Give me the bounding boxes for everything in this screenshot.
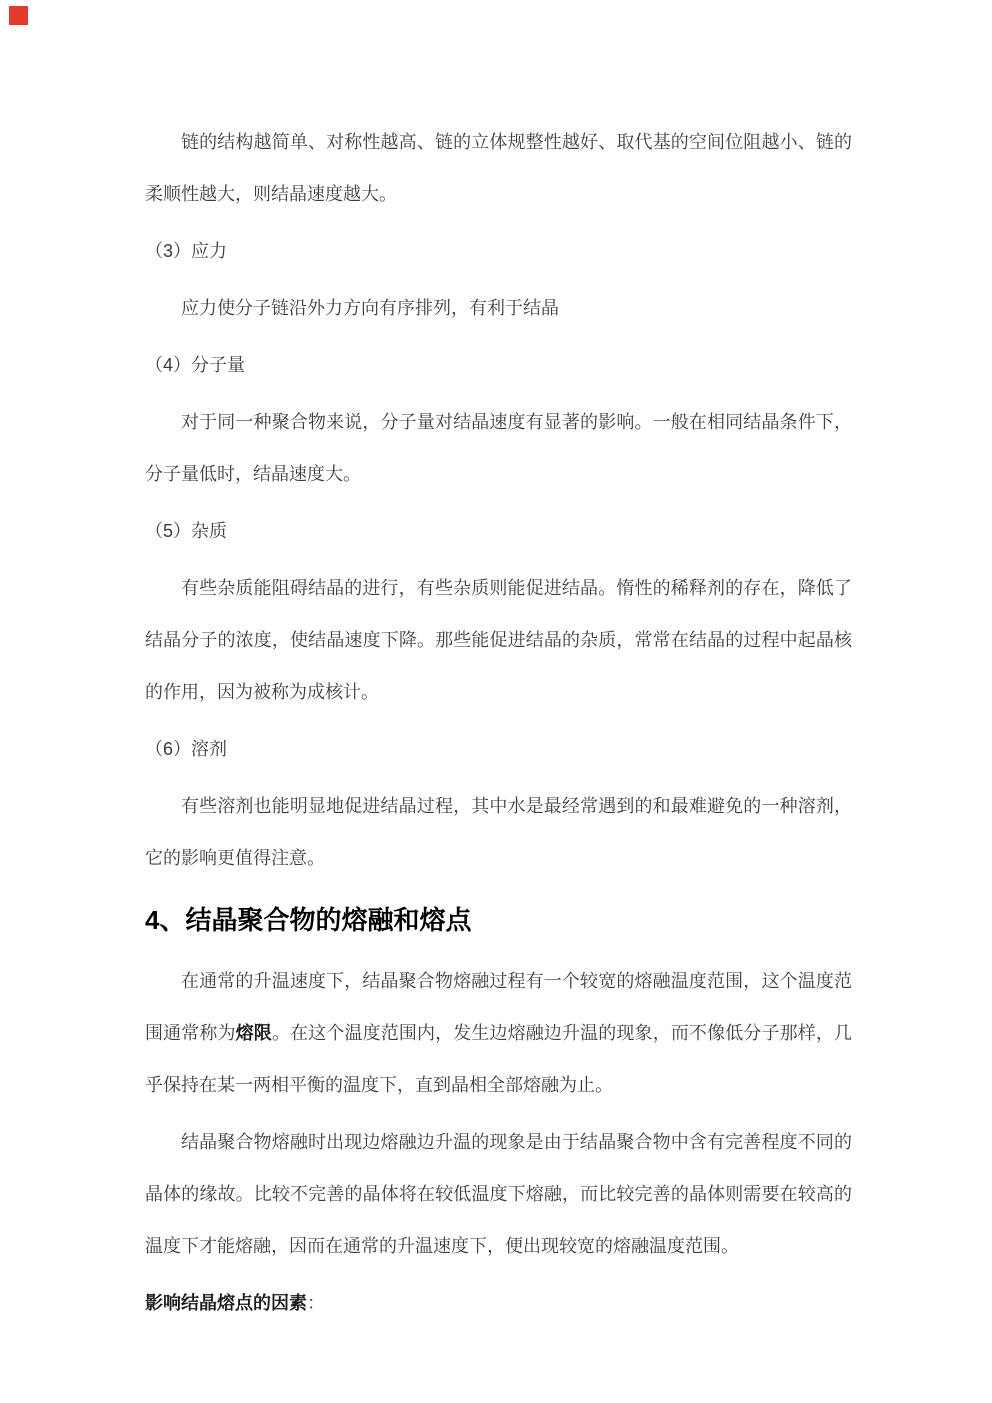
subheading-6-solvent: （6）溶剂 bbox=[145, 739, 228, 759]
bold-term-rongxian: 熔限 bbox=[235, 1023, 272, 1043]
subheading-5-impurities: （5）杂质 bbox=[145, 521, 228, 541]
text-segment-after-rongxian: 。在这个温度范围内，发生边熔融边升温的现象，而不像低分子那样，几乎保持在某一两相平衡的温度下，直到晶相全部熔融为止。 bbox=[145, 1023, 853, 1095]
subheading-4-molecular-weight: （4）分子量 bbox=[145, 355, 246, 375]
section-heading-melting: 4、结晶聚合物的熔融和熔点 bbox=[145, 905, 472, 935]
label-colon: ： bbox=[307, 1293, 325, 1313]
document-content bbox=[145, 116, 852, 1334]
text-segment-before-rongxian: 在通常的升温速度下，结晶聚合物熔融过程有一个较宽的熔融温度范围，这个温度范围通常称为 bbox=[145, 971, 852, 1043]
label-melting-point-factors bbox=[145, 1277, 852, 1329]
paragraph-melting-range bbox=[145, 955, 852, 1111]
bold-label-factors: 影响结晶熔点的因素 bbox=[145, 1293, 307, 1313]
paragraph-chain-structure: 链的结构越简单、对称性越高、链的立体规整性越好、取代基的空间位阻越小、链的柔顺性越大，则结晶速度越大。 bbox=[145, 132, 852, 204]
red-corner-mark bbox=[9, 6, 28, 25]
paragraph-stress: 应力使分子链沿外力方向有序排列，有利于结晶 bbox=[181, 298, 559, 318]
paragraph-solvent: 有些溶剂也能明显地促进结晶过程，其中水是最经常遇到的和最难避免的一种溶剂，它的影响更值得注意。 bbox=[145, 796, 852, 868]
paragraph-molecular-weight: 对于同一种聚合物来说，分子量对结晶速度有显著的影响。一般在相同结晶条件下，分子量低时，结晶速度大。 bbox=[145, 412, 852, 484]
subheading-3-stress: （3）应力 bbox=[145, 241, 228, 261]
paragraph-impurities: 有些杂质能阻碍结晶的进行，有些杂质则能促进结晶。惰性的稀释剂的存在，降低了结晶分子的浓度，使结晶速度下降。那些能促进结晶的杂质，常常在结晶的过程中起晶核的作用，因为被称为成核计。 bbox=[145, 578, 852, 702]
paragraph-crystal-perfection: 结晶聚合物熔融时出现边熔融边升温的现象是由于结晶聚合物中含有完善程度不同的晶体的缘故。比较不完善的晶体将在较低温度下熔融，而比较完善的晶体则需要在较高的温度下才能熔融，因而在通常的升温速度下，便出现较宽的熔融温度范围。 bbox=[145, 1132, 852, 1256]
